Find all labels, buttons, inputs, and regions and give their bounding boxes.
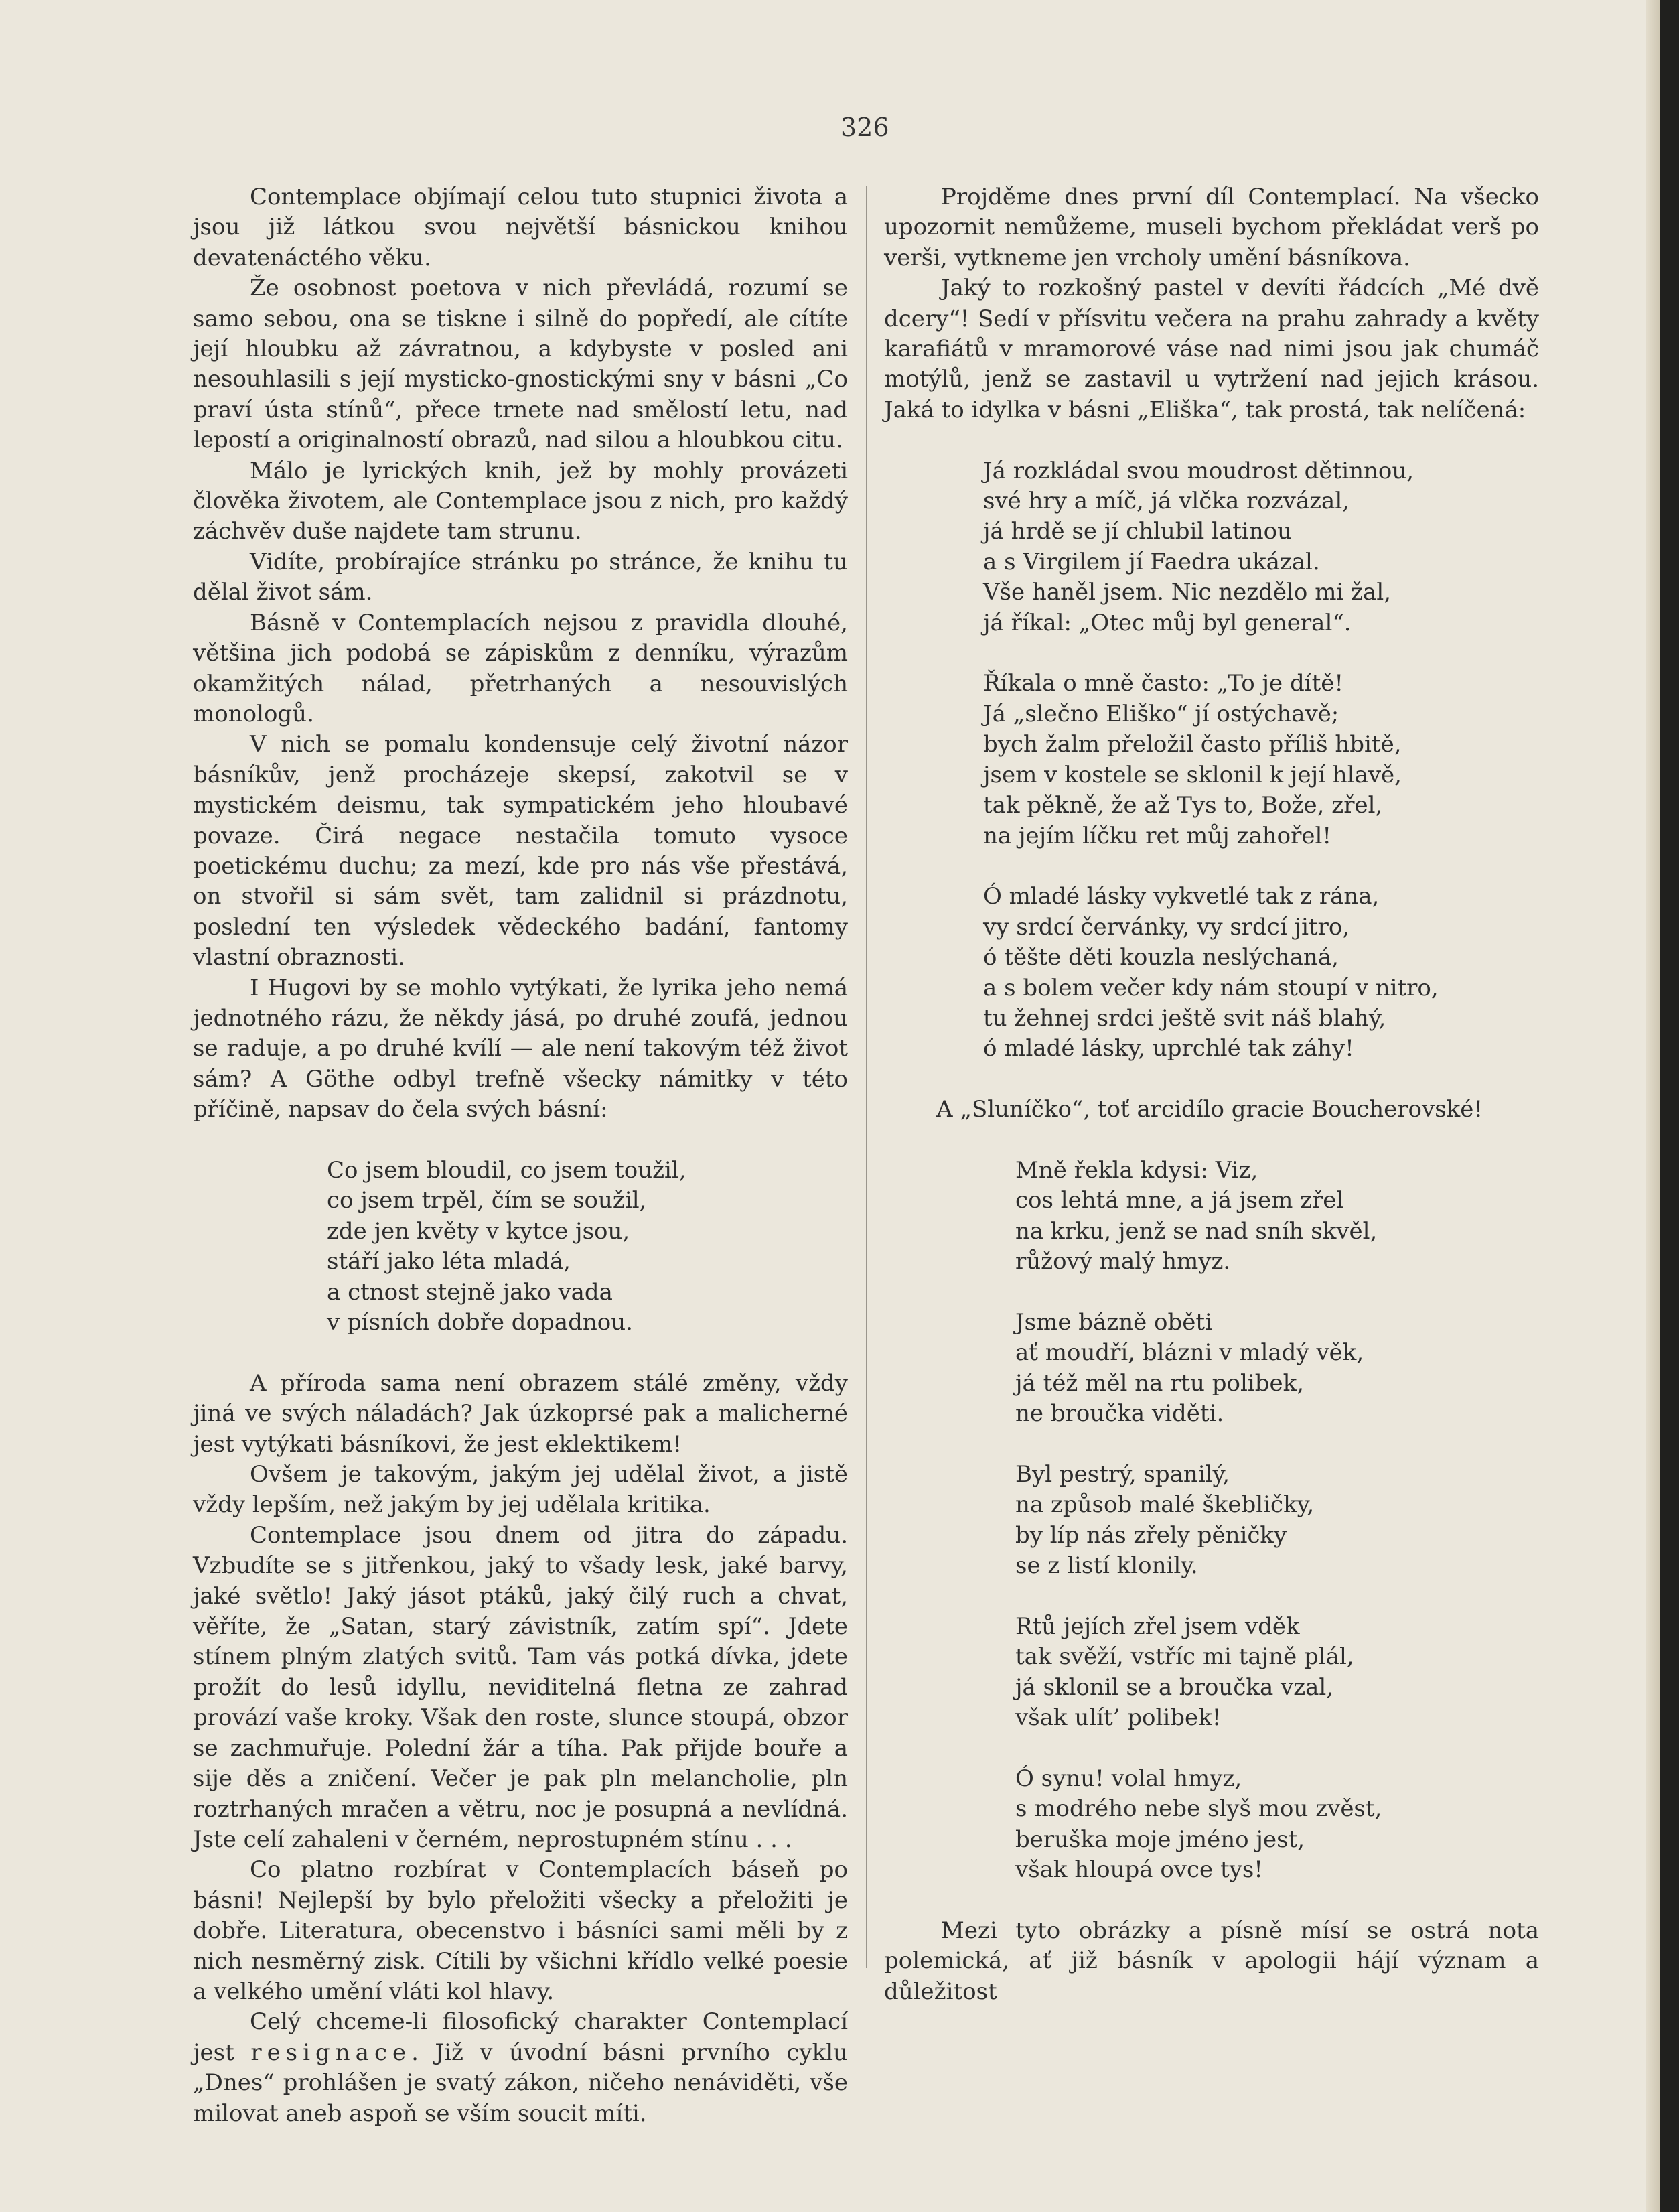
goethe-poem [327, 1156, 848, 1338]
paragraph-resignace [193, 2007, 848, 2129]
poem-line: v písních dobře dopadnou. [327, 1309, 633, 1336]
paragraph: V nich se pomalu kondensuje celý životní názor básníkův, jenž procházeje skepsí, zakotvil se v mystickém deismu, tak sympatickém jeho hloubavé povaze. Čirá negace nestačila tomuto vysoce poetickému duchu; za mezí, kde pro nás vše přestává, on stvořil si sám svět, tam zalidnil si prázdnotu, poslední ten výsledek vědeckého badání, fantomy vlastní obraznosti. [193, 731, 848, 971]
poem-line: zde jen květy v kytce jsou, [327, 1217, 630, 1245]
page-edge [1646, 0, 1660, 2212]
paragraph: Co platno rozbírat v Contemplacích báseň po básni! Nejlepší by bylo přeložiti všecky a přeložiti je dobře. Literatura, obecenstvo i básníci sami měli by z nich nesměrný zisk. Cítili by všichni křídlo velké poesie a velkého umění vláti kol hlavy. [193, 1856, 848, 2005]
poem-line: Rtů jejích zřel jsem vděk [1015, 1612, 1300, 1640]
poem-line: beruška moje jméno jest, [1015, 1825, 1305, 1853]
page-number: 326 [841, 113, 889, 142]
poem-line: Mně řekla kdysi: Viz, [1015, 1156, 1258, 1184]
poem-line: by líp nás zřely pěničky [1015, 1521, 1287, 1549]
poem-line: s modrého nebe slyš mou zvěst, [1015, 1795, 1382, 1823]
poem-line: na krku, jenž se nad sníh skvěl, [1015, 1217, 1378, 1245]
poem-line: cos lehtá mne, a já jsem zřel [1015, 1187, 1344, 1215]
poem-line: co jsem trpěl, čím se soužil, [327, 1187, 647, 1215]
paragraph: Mezi tyto obrázky a písně mísí se ostrá nota polemická, ať již básník v apologii hájí význam a důležitost [884, 1917, 1539, 2005]
poem-line: své hry a míč, já vlčka rozvázal, [983, 488, 1350, 515]
poem-line: bych žalm přeložil často příliš hbitě, [983, 731, 1402, 758]
poem-line: ať moudří, blázni v mladý věk, [1015, 1339, 1364, 1367]
poem-line: já též měl na rtu polibek, [1015, 1369, 1305, 1397]
poem-line: tak svěží, vstříc mi tajně plál, [1015, 1643, 1354, 1671]
slunicko-intro: A „Sluníčko“, toť arcidílo gracie Boucherovské! [936, 1096, 1483, 1123]
poem-line: a s Virgilem jí Faedra ukázal. [983, 548, 1320, 575]
poem-line: Co jsem bloudil, co jsem toužil, [327, 1156, 686, 1184]
paragraph: Contemplace jsou dnem od jitra do západu. Vzbudíte se s jitřenkou, jaký to všady lesk, jaké barvy, jaké světlo! Jaký jásot ptáků, jaký čilý ruch a chvat, věříte, že „Satan, starý závistník, zatím spí“. Jdete stínem plným zlatých svitů. Tam vás potká dívka, jdete prožít do lesů idyllu, neviditelná fletna ze zahrad provází vaše kroky. Však den roste, slunce stoupá, obzor se zachmuřuje. Polední žár a tíha. Pak přijde bouře a sije děs a zničení. Večer je pak pln melancholie, pln roztrhaných mračen a větru, noc je posupná a nevlídná. Jste celí zahaleni v černém, neprostupném stínu . . . [193, 1521, 848, 1853]
right-column [884, 182, 1539, 2007]
poem-line: však hloupá ovce tys! [1015, 1856, 1263, 1884]
paragraph: Projděme dnes první díl Contemplací. Na všecko upozornit nemůžeme, museli bychom překládat verš po verši, vytkneme jen vrcholy umění básníkova. [884, 184, 1539, 271]
paragraph: Ovšem je takovým, jakým jej udělal život, a jistě vždy lepším, než jakým by jej udělala kritika. [193, 1461, 848, 1519]
paragraph-end: . Již v úvodní básni prvního cyklu „Dnes“ prohlášen je svatý zákon, ničeho nenáviděti, vše milovat aneb aspoň se vším soucit míti. [193, 2038, 849, 2127]
poem-line: růžový malý hmyz. [1015, 1248, 1231, 1275]
poem-line: stáří jako léta mladá, [327, 1248, 571, 1275]
poem-line: Vše haněl jsem. Nic nezdělo mi žal, [983, 579, 1391, 606]
poem-line: a ctnost stejně jako vada [327, 1278, 613, 1306]
left-column [193, 182, 848, 2129]
poem-line: Já rozkládal svou moudrost dětinnou, [983, 457, 1414, 484]
poem-line: tak pěkně, že až Tys to, Bože, zřel, [983, 792, 1383, 819]
poem-line: já sklonil se a broučka vzal, [1015, 1673, 1334, 1701]
paragraph: Vidíte, probírajíce stránku po stránce, že knihu tu dělal život sám. [193, 548, 848, 606]
poem-line: jsem v kostele se sklonil k její hlavě, [983, 761, 1402, 788]
paragraph: Jaký to rozkošný pastel v devíti řádcích „Mé dvě dcery“! Sedí v přísvitu večera na prahu zahrady a květy karafiátů v mramorové váse nad nimi jsou jak chumáč motýlů, jenž se zastavil u vytržení nad jejich krásou. Jaká to idylka v básni „Eliška“, tak prostá, tak nelíčená: [884, 275, 1539, 423]
eliska-poem [983, 456, 1539, 1064]
poem-line: ne broučka viděti. [1015, 1400, 1224, 1428]
poem-line: však ulít’ polibek! [1015, 1704, 1222, 1732]
poem-line: Ó mladé lásky vykvetlé tak z rána, [983, 883, 1380, 910]
poem-line: ó mladé lásky, uprchlé tak záhy! [983, 1035, 1354, 1062]
poem-line: ó těšte děti kouzla neslýchaná, [983, 944, 1339, 971]
column-divider [866, 186, 867, 1968]
poem-line: a s bolem večer kdy nám stoupí v nitro, [983, 974, 1439, 1001]
poem-line: já říkal: „Otec můj byl general“. [983, 609, 1352, 636]
paragraph: Málo je lyrických knih, jež by mohly provázeti člověka životem, ale Contemplace jsou z nich, pro každý záchvěv duše najdete tam strunu. [193, 457, 848, 545]
poem-line: Jsme bázně oběti [1015, 1308, 1212, 1336]
paragraph: Contemplace objímají celou tuto stupnici života a jsou již látkou svou největší básnickou knihou devatenáctého věku. [193, 184, 848, 271]
paragraph: Že osobnost poetova v nich převládá, rozumí se samo sebou, ona se tiskne i silně do popředí, ale cítíte její hloubku až závratnou, a kdybyste v posled ani nesouhlasili s její mysticko-gnostickými sny v básni „Co praví ústa stínů“, přece trnete nad smělostí letu, nad lepostí a originalností obrazů, nad silou a hloubkou citu. [193, 275, 848, 454]
paragraph: I Hugovi by se mohlo vytýkati, že lyrika jeho nemá jednotného rázu, že někdy jásá, po druhé zoufá, jednou se raduje, a po druhé kvílí — ale není takovým též život sám? A Göthe odbyl trefně všecky námitky v této příčině, napsav do čela svých básní: [193, 974, 848, 1123]
poem-line: na jejím líčku ret můj zahořel! [983, 822, 1331, 849]
poem-line: Říkala o mně často: „To je dítě! [983, 670, 1344, 697]
poem-line: Ó synu! volal hmyz, [1015, 1765, 1242, 1792]
poem-line: Já „slečno Eliško“ jí ostýchavě; [983, 700, 1339, 728]
poem-line: já hrdě se jí chlubil latinou [983, 518, 1293, 545]
poem-line: Byl pestrý, spanilý, [1015, 1460, 1230, 1488]
poem-line: se z listí klonily. [1015, 1552, 1198, 1580]
paragraph: A příroda sama není obrazem stálé změny, vždy jiná ve svých náladách? Jak úzkoprsé pak a malicherné jest vytýkati básníkovi, že jest eklektikem! [193, 1369, 848, 1458]
poem-line: tu žehnej srdci ještě svit náš blahý, [983, 1004, 1386, 1032]
poem-line: na způsob malé škebličky, [1015, 1491, 1315, 1519]
poem-line: vy srdcí červánky, vy srdcí jitro, [983, 913, 1350, 941]
paragraph-start: Celý chceme-li filosofický charakter Contemplací jest [193, 2008, 848, 2066]
slunicko-poem [1015, 1156, 1539, 1886]
paragraph: Básně v Contemplacích nejsou z pravidla dlouhé, většina jich podobá se zápiskům z denníku, výrazům okamžitých nálad, přetrhaných a nesouvislých monologů. [193, 609, 848, 728]
emphasized-word: resignace [250, 2038, 412, 2066]
